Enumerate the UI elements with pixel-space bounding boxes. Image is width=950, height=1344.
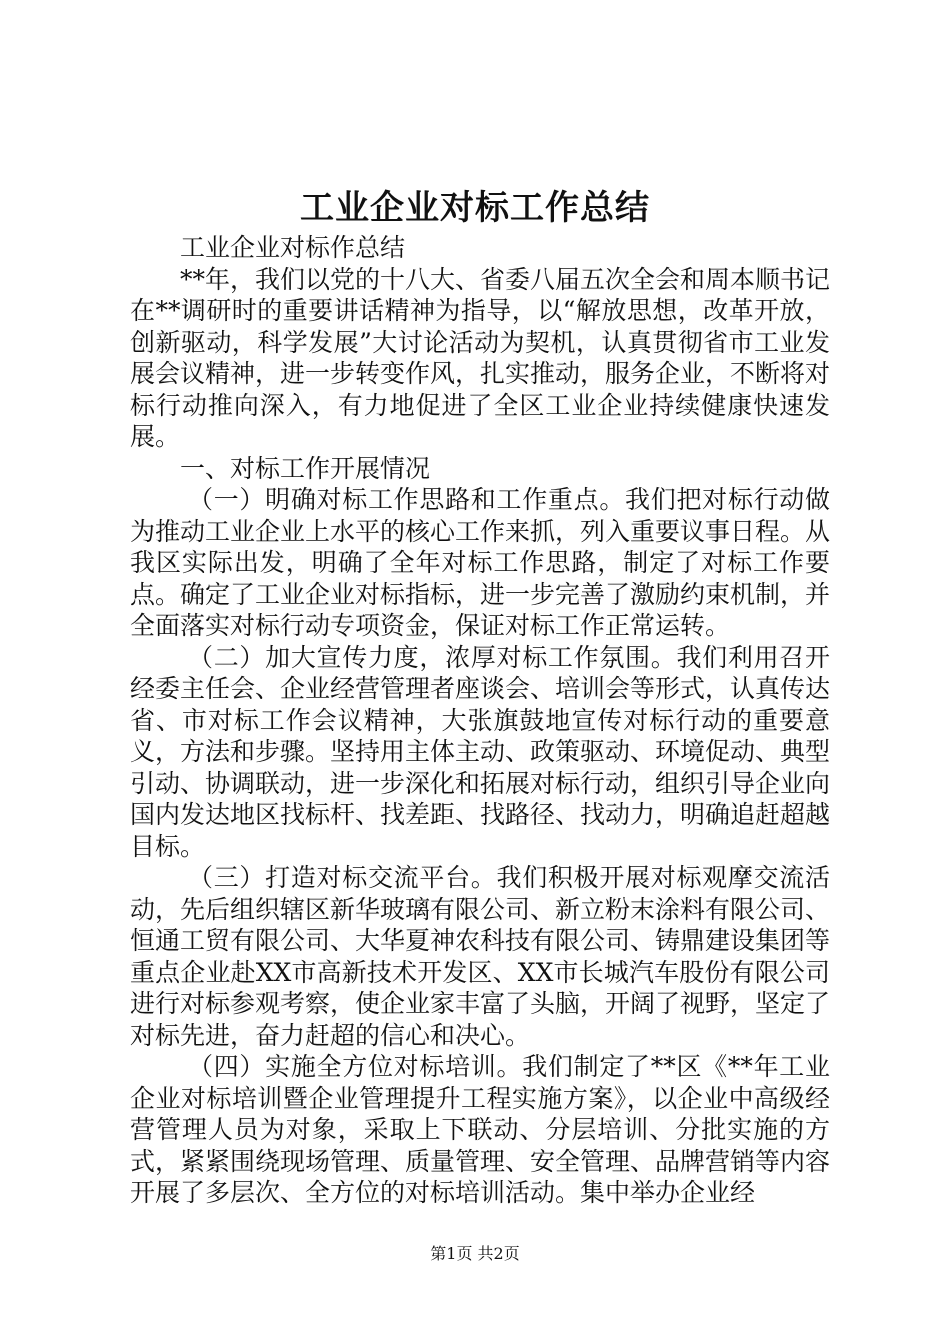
section-paragraph-2: （二）加大宣传力度，浓厚对标工作氛围。我们利用召开经委主任会、企业经营管理者座谈会、培训会等形式，认真传达省、市对标工作会议精神，大张旗鼓地宣传对标行动的重要意义，方法和步骤。坚持用主体主动、政策驱动、环境促动、典型引动、协调联动，进一步深化和拓展对标行动，组织引导企业向国内发达地区找标杆、找差距、找路径、找动力，明确追赶超越目标。	[130, 642, 831, 861]
section-paragraph-4: （四）实施全方位对标培训。我们制定了**区《**年工业企业对标培训暨企业管理提升工程实施方案》，以企业中高级经营管理人员为对象，采取上下联动、分层培训、分批实施的方式，紧紧围绕现场管理、质量管理、安全管理、品牌营销等内容开展了多层次、全方位的对标培训活动。集中举办企业经	[130, 1052, 831, 1207]
document-body	[130, 232, 830, 1209]
document-title: 工业企业对标工作总结	[300, 188, 650, 228]
subtitle-paragraph: 工业企业对标作总结	[180, 233, 406, 262]
section-paragraph-1: （一）明确对标工作思路和工作重点。我们把对标行动做为推动工业企业上水平的核心工作来抓，列入重要议事日程。从我区实际出发，明确了全年对标工作思路，制定了对标工作要点。确定了工业企业对标指标，进一步完善了激励约束机制，并全面落实对标行动专项资金，保证对标工作正常运转。	[130, 485, 831, 640]
section-heading: 一、对标工作开展情况	[180, 453, 431, 483]
page-number-footer: 第1页 共2页	[430, 1244, 520, 1263]
section-paragraph-3: （三）打造对标交流平台。我们积极开展对标观摩交流活动，先后组织辖区新华玻璃有限公司、新立粉末涂料有限公司、恒通工贸有限公司、大华夏神农科技有限公司、铸鼎建设集团等重点企业赴XX市高新技术开发区、XX市长城汽车股份有限公司进行对标参观考察，使企业家丰富了头脑，开阔了视野，坚定了对标先进，奋力赶超的信心和决心。	[130, 863, 831, 1050]
intro-paragraph: **年，我们以党的十八大、省委八届五次全会和周本顺书记在**调研时的重要讲话精神为指导，以“解放思想，改革开放，创新驱动，科学发展”大讨论活动为契机，认真贯彻省市工业发展会议精神，进一步转变作风，扎实推动，服务企业，不断将对标行动推向深入，有力地促进了全区工业企业持续健康快速发展。	[130, 264, 831, 451]
